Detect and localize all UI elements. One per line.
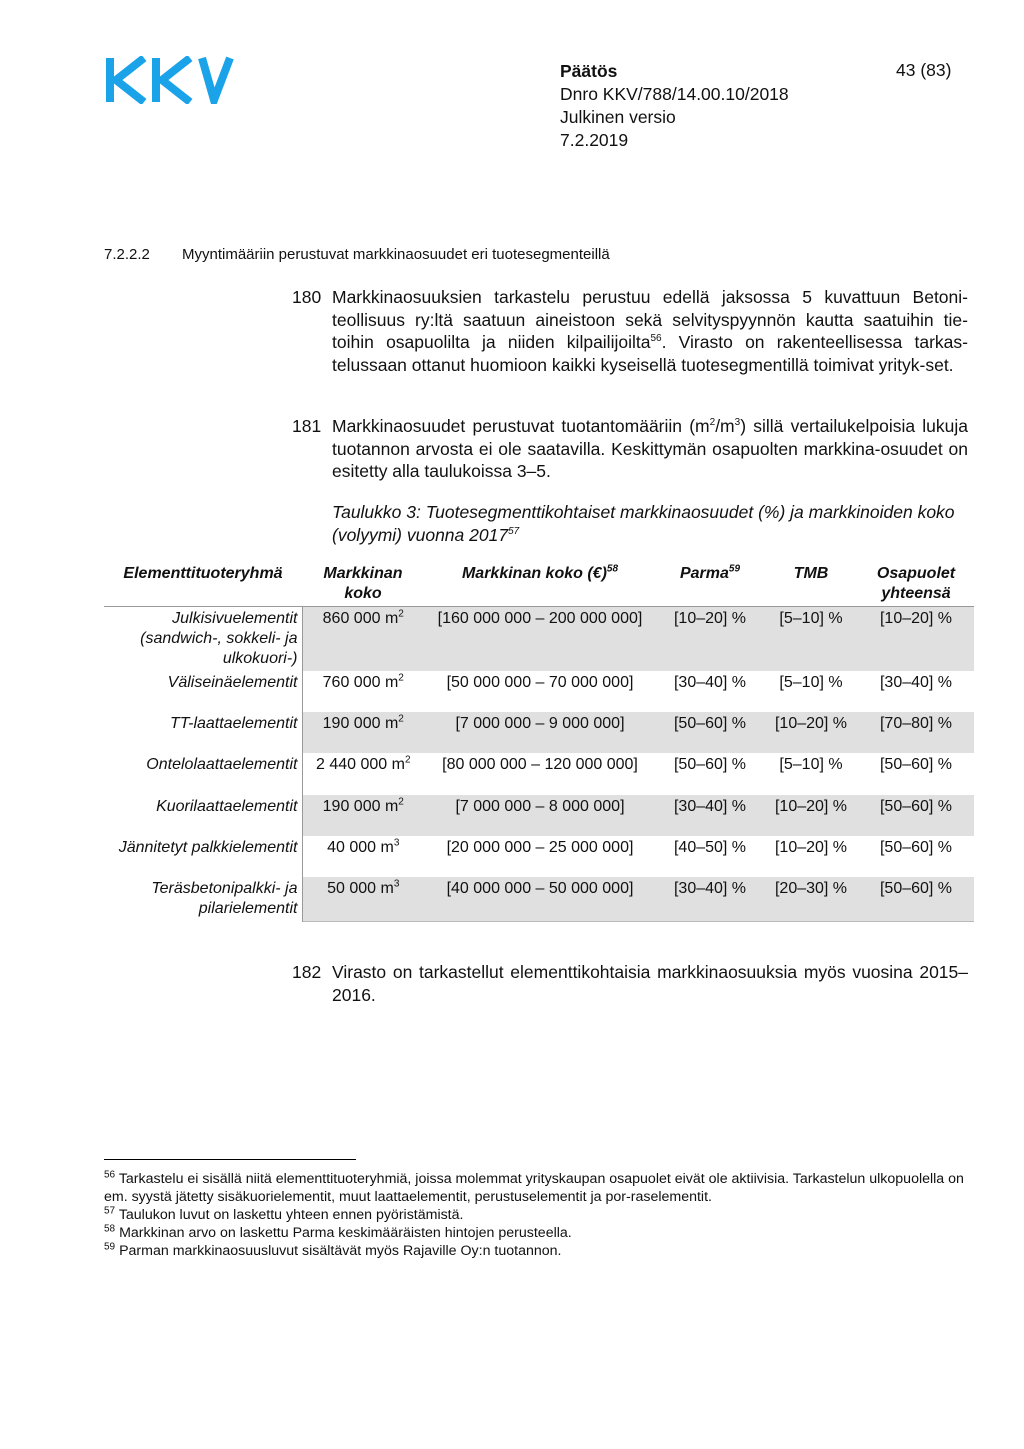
row-tmb: [5–10] %	[764, 753, 858, 795]
footnote: $^{58}$ Markkinan arvo on laskettu Parma keskimääräisten hintojen perusteella.	[104, 1223, 572, 1241]
paragraph-text: Virasto on tarkastellut elementtikohtaisia markkinaosuuksia myös vuosina 2015–2016.	[332, 962, 968, 1005]
paragraph-text: Markkinaosuuksien tarkastelu perustuu edellä jaksossa 5 kuvattuun Betoni-teollisuus ry:ltä saatuun aineistoon sekä selvityspyynnön kautta saatuihin tie-toihin osapuolilta ja niiden kilpailijoilta$^{56}$. Virasto on rakenteellisessa tarkas-telussaan ottanut huomioon kaikki kyseisellä tuotesegmentillä toimivat yrityk-set.	[332, 287, 968, 375]
version-label: Julkinen versio	[560, 107, 676, 127]
paragraph-181	[292, 415, 968, 483]
header-market-size: Markkinan koko	[323, 565, 403, 602]
header-tmb: TMB	[793, 565, 829, 582]
document-header	[560, 60, 789, 152]
row-parma: [10–20] %	[656, 607, 764, 672]
footnote-number: 58	[104, 1223, 116, 1235]
row-parma: [50–60] %	[656, 712, 764, 753]
footnote-number: 57	[104, 1205, 116, 1217]
table-row	[104, 836, 974, 877]
row-parma: [30–40] %	[656, 877, 764, 921]
row-parma: [30–40] %	[656, 671, 764, 712]
footnote-ref: 56	[650, 333, 662, 345]
row-value: [80 000 000 – 120 000 000]	[424, 753, 656, 795]
footnote-number: 59	[104, 1241, 116, 1253]
table-row	[104, 877, 974, 921]
header-total: Osapuolet yhteensä	[876, 565, 956, 602]
row-group: Jännitetyt palkkielementit	[104, 836, 302, 877]
row-size: 50 000 $m^3$	[302, 877, 424, 921]
market-share-table	[104, 562, 974, 922]
row-tmb: [10–20] %	[764, 712, 858, 753]
paragraph-182	[292, 961, 968, 1006]
row-size: 860 000 $m^2$	[302, 607, 424, 672]
footnote: $^{57}$ Taulukon luvut on laskettu yhteen ennen pyöristämistä.	[104, 1205, 464, 1223]
row-value: [160 000 000 – 200 000 000]	[424, 607, 656, 672]
footnote-ref: 57	[508, 525, 520, 537]
row-size: 190 000 $m^2$	[302, 712, 424, 753]
row-value: [7 000 000 – 8 000 000]	[424, 795, 656, 836]
row-total: [10–20] %	[858, 607, 974, 672]
row-size: 40 000 $m^3$	[302, 836, 424, 877]
header-group: Elementtituoteryhmä	[123, 565, 283, 582]
table-row	[104, 671, 974, 712]
row-size: 2 440 000 $m^2$	[302, 753, 424, 795]
header-parma: Parma$^{59}$	[679, 563, 741, 582]
row-size: 760 000 $m^2$	[302, 671, 424, 712]
table-row	[104, 795, 974, 836]
row-group: Ontelolaattaelementit	[104, 753, 302, 795]
paragraph-text: Markkinaosuudet perustuvat tuotantomääriin $(m^2/m^3)$ sillä vertailukelpoisia lukuja tuotannon arvosta ei ole saatavilla. Keskittymän osapuolten markkina-osuudet on esitetty alla taulukoissa 3–5.	[332, 416, 969, 481]
row-tmb: [20–30] %	[764, 877, 858, 921]
row-total: [50–60] %	[858, 795, 974, 836]
footnote: $^{59}$ Parman markkinaosuusluvut sisältävät myös Rajaville Oy:n tuotannon.	[104, 1241, 562, 1259]
row-parma: [50–60] %	[656, 753, 764, 795]
table-row	[104, 607, 974, 672]
row-group: Julkisivuelementit (sandwich-, sokkeli- ja ulkokuori-)	[104, 607, 302, 672]
header-market-value: Markkinan koko (€)$^{58}$	[461, 563, 619, 582]
row-group: Väliseinäelementit	[104, 671, 302, 712]
row-total: [50–60] %	[858, 877, 974, 921]
paragraph-number: 180	[292, 287, 322, 307]
row-total: [50–60] %	[858, 836, 974, 877]
row-parma: [30–40] %	[656, 795, 764, 836]
decision-title: Päätös	[560, 61, 618, 81]
paragraph-number: 182	[292, 962, 322, 982]
footnote-number: 56	[104, 1169, 116, 1181]
row-value: [40 000 000 – 50 000 000]	[424, 877, 656, 921]
table-header-row	[104, 562, 974, 607]
row-total: [50–60] %	[858, 753, 974, 795]
table-row	[104, 753, 974, 795]
table-caption: Taulukko 3: Tuotesegmenttikohtaiset markkinaosuudet (%) ja markkinoiden koko (volyymi) vuonna 2017$^{57}$	[332, 502, 955, 545]
record-number: Dnro KKV/788/14.00.10/2018	[560, 84, 789, 104]
footnote: $^{56}$ Tarkastelu ei sisällä niitä elementtituoteryhmiä, joissa molemmat yrityskaupan osapuolet eivät ole aktiivisia. Tarkastelun ulkopuolella on em. syystä jätetty sisäkuorielementit, muut laattaelementit, perustuselementit ja por-raselementit.	[104, 1169, 964, 1205]
row-value: [7 000 000 – 9 000 000]	[424, 712, 656, 753]
row-value: [20 000 000 – 25 000 000]	[424, 836, 656, 877]
row-parma: [40–50] %	[656, 836, 764, 877]
paragraph-180	[292, 286, 968, 376]
row-size: 190 000 $m^2$	[302, 795, 424, 836]
row-tmb: [5–10] %	[764, 671, 858, 712]
row-tmb: [10–20] %	[764, 836, 858, 877]
section-title: Myyntimääriin perustuvat markkinaosuudet eri tuotesegmenteillä	[182, 246, 610, 263]
section-heading	[104, 246, 610, 263]
row-tmb: [5–10] %	[764, 607, 858, 672]
page-number: 43 (83)	[896, 60, 952, 80]
section-number: 7.2.2.2	[104, 246, 150, 263]
document-date: 7.2.2019	[560, 130, 629, 150]
paragraph-number: 181	[292, 416, 322, 436]
row-value: [50 000 000 – 70 000 000]	[424, 671, 656, 712]
row-tmb: [10–20] %	[764, 795, 858, 836]
row-group: TT-laattaelementit	[104, 712, 302, 753]
footnote-separator	[104, 1159, 356, 1160]
table-row	[104, 712, 974, 753]
footnotes	[104, 1170, 964, 1260]
row-group: Teräsbetonipalkki- ja pilarielementit	[104, 877, 302, 921]
row-total: [70–80] %	[858, 712, 974, 753]
row-total: [30–40] %	[858, 671, 974, 712]
kkv-logo	[104, 56, 234, 104]
row-group: Kuorilaattaelementit	[104, 795, 302, 836]
